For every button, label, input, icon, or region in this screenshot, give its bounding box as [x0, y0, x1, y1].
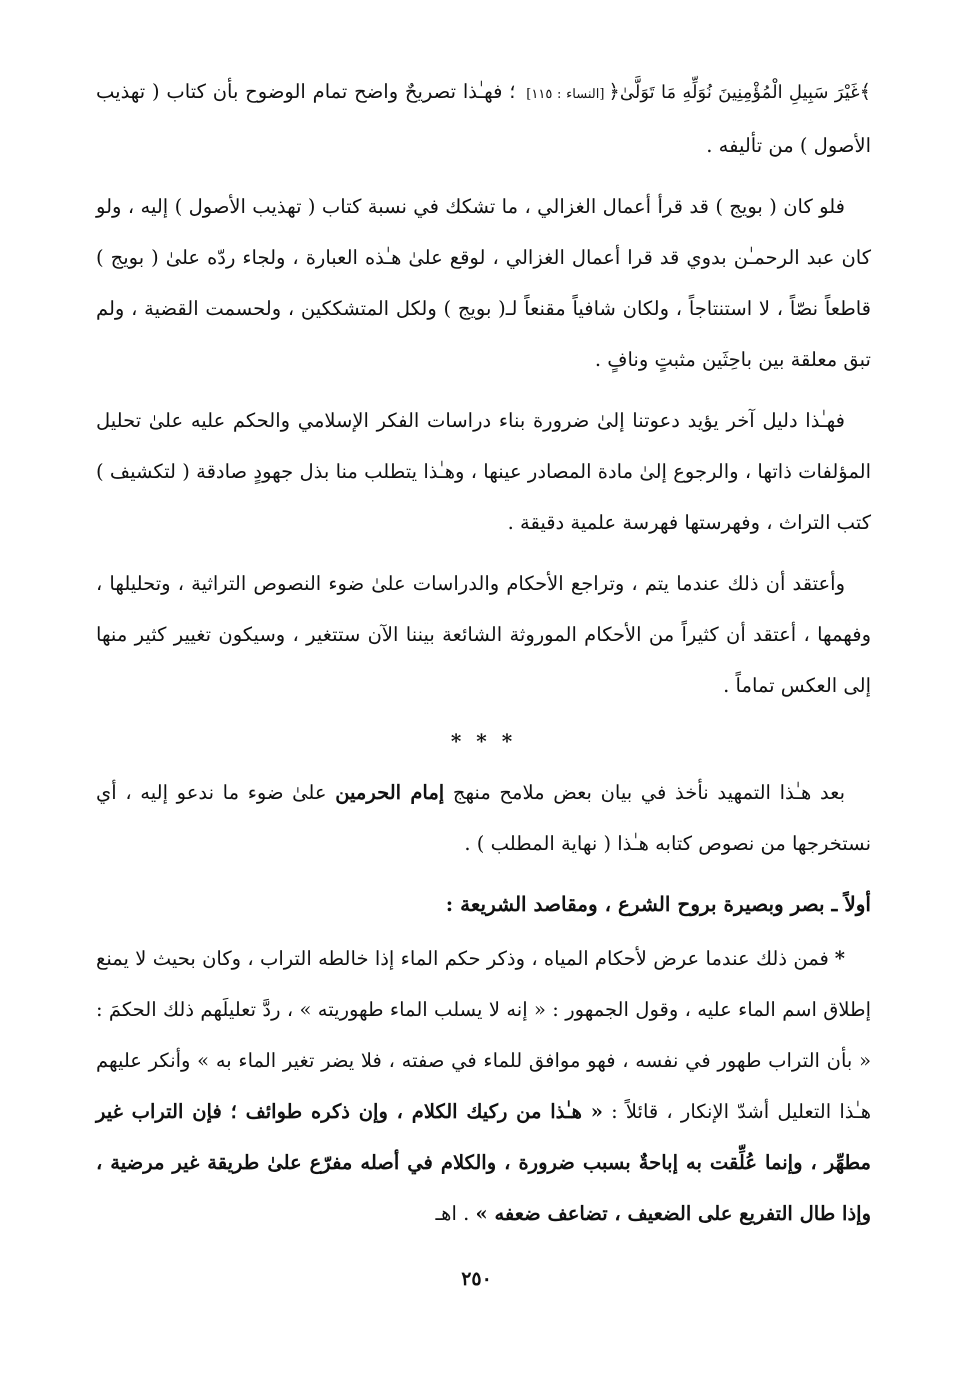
ending-mark: . اهـ	[435, 1202, 476, 1225]
paragraph-text: ؛ فهـٰذا تصريحٌ واضح تمام الوضوح بأن كتاب ( تهذيب الأصول ) من تأليفه .	[96, 80, 871, 157]
quoted-text: « هـٰذا من ركيك الكلام ، وإن ذكره طوائف ؛ فإن التراب غير مطهِّر ، وإنما عُلِّقت به إباحةٌ بسبب ضرورة ، والكلام في أصله مفرّع علىٰ طريقة غير مرضية ، وإذا طال التفريع على الضعيف ، تضاعف ضعفه »	[96, 1100, 871, 1225]
paragraph-water-ruling	[96, 933, 871, 1239]
paragraph-intro-method	[96, 767, 871, 869]
ayah-close-bracket: ﴿	[608, 80, 620, 103]
paragraph-text: بعد هـٰذا التمهيد نأخذ في بيان بعض ملامح منهج	[444, 781, 846, 804]
paragraph-text: فمن ذلك عندما عرض لأحكام المياه ، وذكر حكم الماء إذا خالطه التراب ، وكان بحيث لا يمنع إطلاق اسم الماء عليه ، وقول الجمهور : « إنه لا يسلب الماء طهوريته » ، ردَّ تعليلَهم ذلك الحكمَ : « بأن التراب طهور في نفسه ، فهو موافق للماء في صفته ، فلا يضر تغير الماء به » وأنكر عليهم هـٰذا التعليل أشدّ الإنكار ، قائلاً :	[96, 947, 871, 1123]
paragraph-belief: وأعتقد أن ذلك عندما يتم ، وتراجع الأحكام والدراسات علىٰ ضوء النصوص التراثية ، وتحليلها ، وفهمها ، أعتقد أن كثيراً من الأحكام الموروثة الشائعة بيننا الآن ستتغير ، وسيكون تغيير كثير منها إلى العكس تماماً .	[96, 572, 871, 697]
paragraph-quran-citation	[96, 66, 871, 171]
paragraph-bouyges: فلو كان ( بويج ) قد قرأ أعمال الغزالي ، ما تشكك في نسبة كتاب ( تهذيب الأصول ) إليه ، ولو كان عبد الرحمـٰن بدوي قد قرا أعمال الغزالي ، لوقع علىٰ هـٰذه العبارة ، ولجاء ردّه علىٰ ( بويج ) قاطعاً نصّاً ، لا استنتاجاً ، ولكان شافياً مقنعاً لـ( بويج ) ولكل المتشككين ، ولحسمت القضية ، ولم تبق معلقة بين باحِثَين مثبتٍ ونافٍ .	[96, 195, 871, 371]
emphasis-imam-haramayn: إمام الحرمين	[335, 781, 445, 804]
section-separator: * * *	[450, 729, 517, 753]
verse-reference: [النساء : ١١٥]	[526, 87, 605, 102]
quran-verse: غَيْرَ سَبِيلِ الْمُؤْمِنِينَ نُوَلِّهِ مَا تَوَلَّىٰ	[619, 82, 860, 103]
ayah-open-bracket: ﴾	[859, 80, 871, 103]
page-number: ٢٥٠	[461, 1268, 492, 1290]
paragraph-evidence: فهـٰذا دليل آخر يؤيد دعوتنا إلىٰ ضرورة بناء دراسات الفكر الإسلامي والحكم عليه علىٰ تحليل المؤلفات ذاتها ، والرجوع إلىٰ مادة المصادر عينها ، وهـٰذا يتطلب منا بذل جهودٍ صادقة ( لتكشيف ) كتب التراث ، وفهرستها فهرسة علمية دقيقة .	[96, 409, 871, 534]
paragraph-text: علىٰ ضوء ما ندعو إليه ، أي نستخرجها من نصوص كتابه هـٰذا ( نهاية المطلب ) .	[96, 781, 871, 855]
section-heading: أولاً ـ بصر وبصيرة بروح الشرع ، ومقاصد الشريعة :	[445, 892, 871, 916]
bullet-star: *	[834, 947, 845, 970]
